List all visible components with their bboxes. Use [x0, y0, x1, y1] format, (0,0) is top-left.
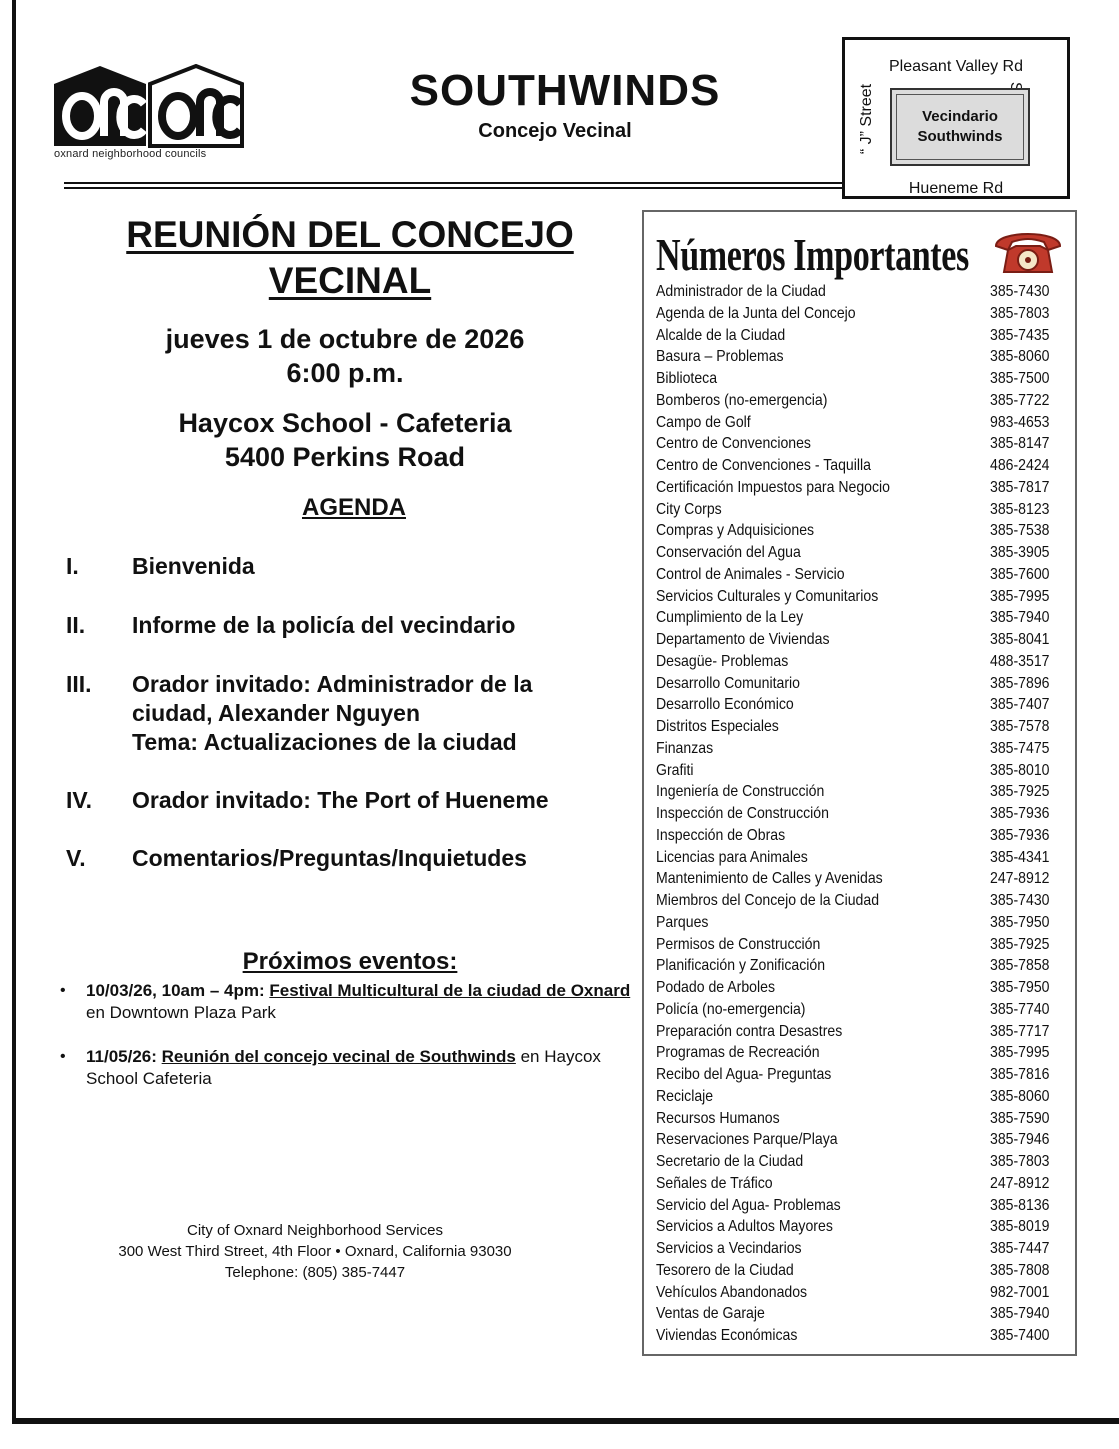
directory-row [656, 847, 1056, 869]
directory-name: Mantenimiento de Calles y Avenidas [656, 870, 883, 888]
agenda-item [66, 844, 626, 873]
directory-name: Reservaciones Parque/Playa [656, 1131, 838, 1149]
directory-phone: 385-8147 [990, 435, 1050, 453]
directory-name: Policía (no-emergencia) [656, 1000, 806, 1018]
directory-row [656, 781, 1056, 803]
agenda-item-text: Orador invitado: Administrador de la [132, 671, 533, 697]
directory-phone: 385-7940 [990, 609, 1050, 627]
directory-phone: 385-4341 [990, 848, 1050, 866]
map-label-line1: Vecindario [922, 108, 998, 125]
directory-row [656, 890, 1056, 912]
directory-row [656, 1173, 1056, 1195]
directory-name: Inspección de Obras [656, 826, 786, 844]
meeting-location: Haycox School - Cafeteria [178, 408, 512, 438]
page-title: SOUTHWINDS [409, 66, 721, 115]
directory-row [656, 1042, 1056, 1064]
directory-name: Miembros del Concejo de la Ciudad [656, 892, 880, 909]
footer-phone: Telephone: (805) 385-7447 [224, 1264, 406, 1281]
directory-phone: 385-7936 [990, 826, 1050, 844]
directory-row [656, 760, 1056, 782]
directory-phone: 385-8041 [990, 631, 1050, 648]
directory-phone: 385-7925 [990, 783, 1050, 801]
directory-phone: 385-7995 [990, 1044, 1050, 1062]
directory-row [656, 868, 1056, 890]
directory-name: Finanzas [656, 739, 714, 757]
directory-phone: 385-8060 [990, 348, 1050, 366]
directory-phone: 488-3517 [990, 652, 1050, 670]
page-border-bottom [12, 1418, 1119, 1424]
directory-phone: 385-7803 [990, 1153, 1050, 1170]
directory-name: Inspección de Construcción [656, 805, 829, 822]
directory-row [656, 694, 1056, 716]
meeting-title-line2: VECINAL [268, 260, 432, 301]
agenda-item-text: Comentarios/Preguntas/Inquietudes [132, 845, 527, 871]
footer-address: 300 West Third Street, 4th Floor • Oxnard, California 93030 [118, 1243, 512, 1260]
event-item [60, 980, 635, 1024]
directory-row [656, 825, 1056, 847]
directory-name: Centro de Convenciones [656, 435, 811, 453]
map-neighborhood-box [890, 88, 1030, 166]
directory-phone: 486-2424 [990, 457, 1050, 474]
directory-row [656, 1151, 1056, 1173]
directory-row [656, 390, 1056, 412]
directory-name: Distritos Especiales [656, 718, 779, 735]
numbers-heading: Números Importantes [656, 229, 969, 280]
directory-phone: 385-7925 [990, 935, 1050, 953]
directory-phone: 385-7430 [990, 283, 1050, 300]
directory-row [656, 499, 1056, 521]
agenda-item-text: ciudad, Alexander Nguyen [132, 700, 420, 726]
page-border-left [12, 0, 16, 1424]
directory-name: Departamento de Viviendas [656, 631, 830, 648]
event-item [60, 1046, 635, 1090]
directory-phone: 385-7896 [990, 674, 1050, 692]
directory-row [656, 433, 1056, 455]
directory-name: Bomberos (no-emergencia) [656, 391, 828, 409]
directory-list [656, 281, 1056, 1347]
directory-name: Tesorero de la Ciudad [656, 1261, 794, 1279]
onc-logo-icon [52, 64, 248, 160]
directory-row [656, 455, 1056, 477]
directory-phone: 385-7940 [990, 1305, 1050, 1323]
agenda-item [66, 552, 626, 581]
directory-name: Permisos de Construcción [656, 935, 821, 953]
important-numbers-panel [642, 210, 1077, 1356]
directory-row [656, 303, 1056, 325]
directory-name: Agenda de la Junta del Concejo [656, 304, 856, 322]
directory-phone: 385-8060 [990, 1087, 1050, 1105]
directory-phone: 385-8010 [990, 761, 1050, 779]
directory-row [656, 673, 1056, 695]
directory-phone: 385-7722 [990, 391, 1050, 409]
directory-phone: 385-7538 [990, 522, 1050, 540]
directory-phone: 385-7817 [990, 478, 1050, 496]
directory-name: Servicio del Agua- Problemas [656, 1196, 841, 1214]
directory-name: Cumplimiento de la Ley [656, 609, 804, 627]
directory-phone: 385-7995 [990, 587, 1050, 605]
agenda-heading: AGENDA [301, 494, 406, 521]
directory-row [656, 564, 1056, 586]
directory-row [656, 1216, 1056, 1238]
directory-row [656, 1108, 1056, 1130]
directory-row [656, 1086, 1056, 1108]
directory-name: Alcalde de la Ciudad [656, 326, 786, 344]
meeting-date: jueves 1 de octubre de 2026 [165, 324, 525, 354]
directory-phone: 385-7600 [990, 565, 1050, 583]
directory-phone: 983-4653 [990, 413, 1050, 431]
page-subtitle: Concejo Vecinal [478, 120, 632, 142]
directory-row [656, 1129, 1056, 1151]
directory-name: Señales de Tráfico [656, 1174, 773, 1192]
directory-name: Basura – Problemas [656, 348, 784, 366]
event-bullet: • [60, 1048, 66, 1065]
directory-row [656, 346, 1056, 368]
directory-phone: 247-8912 [990, 870, 1050, 888]
meeting-datetime [110, 322, 580, 390]
directory-row [656, 325, 1056, 347]
meeting-title [90, 212, 610, 304]
event-location: en Haycox School Cafeteria [86, 1047, 601, 1088]
agenda-item [66, 670, 626, 757]
directory-name: Administrador de la Ciudad [656, 283, 826, 300]
directory-row [656, 281, 1056, 303]
directory-phone: 385-7578 [990, 718, 1050, 735]
directory-row [656, 629, 1056, 651]
directory-phone: 385-7407 [990, 696, 1050, 714]
directory-phone: 385-7950 [990, 913, 1050, 931]
events-heading: Próximos eventos: [242, 948, 458, 975]
directory-phone: 385-8136 [990, 1196, 1050, 1214]
directory-row [656, 934, 1056, 956]
agenda-item-text: Informe de la policía del vecindario [132, 612, 516, 638]
directory-name: Recursos Humanos [656, 1109, 780, 1127]
directory-phone: 385-7946 [990, 1131, 1050, 1149]
directory-phone: 385-7435 [990, 326, 1050, 344]
directory-name: Programas de Recreación [656, 1044, 820, 1062]
meeting-title-line1: REUNIÓN DEL CONCEJO [126, 214, 574, 255]
event-bullet: • [60, 982, 66, 999]
directory-name: Vehículos Abandonados [656, 1283, 808, 1301]
map-label-line2: Southwinds [917, 128, 1003, 145]
directory-phone: 385-7590 [990, 1109, 1050, 1127]
directory-phone: 385-7803 [990, 304, 1050, 322]
directory-name: Desagüe- Problemas [656, 652, 789, 670]
agenda-item-text: Bienvenida [132, 553, 255, 579]
directory-phone: 385-8019 [990, 1218, 1050, 1236]
directory-row [656, 1021, 1056, 1043]
directory-name: Desarrollo Económico [656, 696, 794, 714]
directory-row [656, 1325, 1056, 1347]
directory-phone: 385-7500 [990, 370, 1050, 387]
directory-row [656, 542, 1056, 564]
directory-phone: 385-7740 [990, 1000, 1050, 1018]
directory-row [656, 607, 1056, 629]
directory-name: Servicios Culturales y Comunitarios [656, 587, 879, 605]
agenda-item-number: I. [66, 553, 79, 579]
directory-name: Podado de Arboles [656, 979, 775, 996]
directory-name: Biblioteca [656, 370, 718, 387]
directory-name: Parques [656, 913, 709, 931]
directory-row [656, 586, 1056, 608]
event-location: en Downtown Plaza Park [86, 1003, 276, 1022]
directory-phone: 385-7475 [990, 739, 1050, 757]
directory-row [656, 999, 1056, 1021]
directory-row [656, 1195, 1056, 1217]
agenda-item-text: Orador invitado: The Port of Hueneme [132, 787, 549, 813]
agenda-item-number: IV. [66, 787, 93, 813]
header-rule [64, 182, 844, 184]
agenda-item-number: II. [66, 612, 86, 638]
directory-name: Licencias para Animales [656, 848, 808, 866]
directory-name: Servicios a Adultos Mayores [656, 1218, 833, 1236]
footer [70, 1220, 560, 1283]
directory-name: City Corps [656, 500, 722, 518]
directory-row [656, 412, 1056, 434]
directory-phone: 385-7936 [990, 805, 1050, 822]
event-link[interactable]: Festival Multicultural de la ciudad de Oxnard [269, 981, 631, 1000]
directory-name: Certificación Impuestos para Negocio [656, 478, 890, 496]
directory-name: Conservación del Agua [656, 544, 801, 561]
directory-phone: 247-8912 [990, 1174, 1050, 1192]
event-date: 11/05/26: [86, 1047, 157, 1066]
directory-phone: 385-3905 [990, 544, 1050, 561]
agenda-item-number: V. [66, 845, 86, 871]
directory-name: Viviendas Económicas [656, 1327, 798, 1344]
directory-row [656, 977, 1056, 999]
directory-phone: 385-7950 [990, 979, 1050, 996]
directory-name: Centro de Convenciones - Taquilla [656, 457, 871, 474]
directory-row [656, 477, 1056, 499]
directory-phone: 385-7400 [990, 1327, 1050, 1344]
directory-phone: 385-7858 [990, 957, 1050, 975]
directory-phone: 385-7430 [990, 892, 1050, 909]
directory-name: Planificación y Zonificación [656, 957, 826, 975]
directory-row [656, 1238, 1056, 1260]
event-link[interactable]: Reunión del concejo vecinal de Southwinds [161, 1047, 516, 1066]
meeting-place [110, 406, 580, 474]
directory-row [656, 1303, 1056, 1325]
directory-name: Grafiti [656, 761, 694, 779]
neighborhood-map [842, 37, 1070, 199]
agenda-item [66, 786, 626, 815]
directory-name: Secretario de la Ciudad [656, 1153, 804, 1170]
meeting-address: 5400 Perkins Road [224, 442, 466, 472]
directory-row [656, 1260, 1056, 1282]
map-road-south: Hueneme Rd [908, 180, 1004, 197]
directory-phone: 982-7001 [990, 1283, 1050, 1301]
directory-row [656, 368, 1056, 390]
directory-name: Control de Animales - Servicio [656, 565, 845, 583]
directory-name: Compras y Adquisiciones [656, 522, 815, 540]
directory-row [656, 1282, 1056, 1304]
footer-org: City of Oxnard Neighborhood Services [187, 1222, 443, 1239]
directory-row [656, 912, 1056, 934]
directory-name: Reciclaje [656, 1087, 714, 1105]
directory-phone: 385-7447 [990, 1240, 1050, 1257]
directory-phone: 385-8123 [990, 500, 1050, 518]
directory-name: Ventas de Garaje [656, 1305, 765, 1323]
directory-phone: 385-7808 [990, 1261, 1050, 1279]
directory-name: Preparación contra Desastres [656, 1022, 843, 1040]
directory-row [656, 955, 1056, 977]
telephone-icon [992, 224, 1064, 276]
agenda-item [66, 611, 626, 640]
map-road-west: “ J” Street [858, 83, 875, 155]
directory-name: Desarrollo Comunitario [656, 674, 800, 692]
directory-name: Servicios a Vecindarios [656, 1240, 802, 1257]
directory-name: Campo de Golf [656, 413, 751, 431]
directory-name: Recibo del Agua- Preguntas [656, 1066, 832, 1083]
directory-phone: 385-7816 [990, 1066, 1050, 1083]
meeting-time: 6:00 p.m. [286, 358, 404, 388]
directory-row [656, 803, 1056, 825]
directory-row [656, 651, 1056, 673]
logo-caption: oxnard neighborhood councils [54, 148, 207, 160]
directory-row [656, 1064, 1056, 1086]
agenda-item-text: Tema: Actualizaciones de la ciudad [132, 729, 517, 755]
directory-row [656, 716, 1056, 738]
directory-phone: 385-7717 [990, 1022, 1050, 1040]
event-date: 10/03/26, 10am – 4pm: [86, 981, 265, 1000]
directory-row [656, 520, 1056, 542]
header-rule-2 [64, 187, 844, 189]
agenda-item-number: III. [66, 671, 92, 697]
directory-name: Ingeniería de Construcción [656, 783, 825, 801]
map-road-north: Pleasant Valley Rd [889, 58, 1023, 75]
directory-row [656, 738, 1056, 760]
